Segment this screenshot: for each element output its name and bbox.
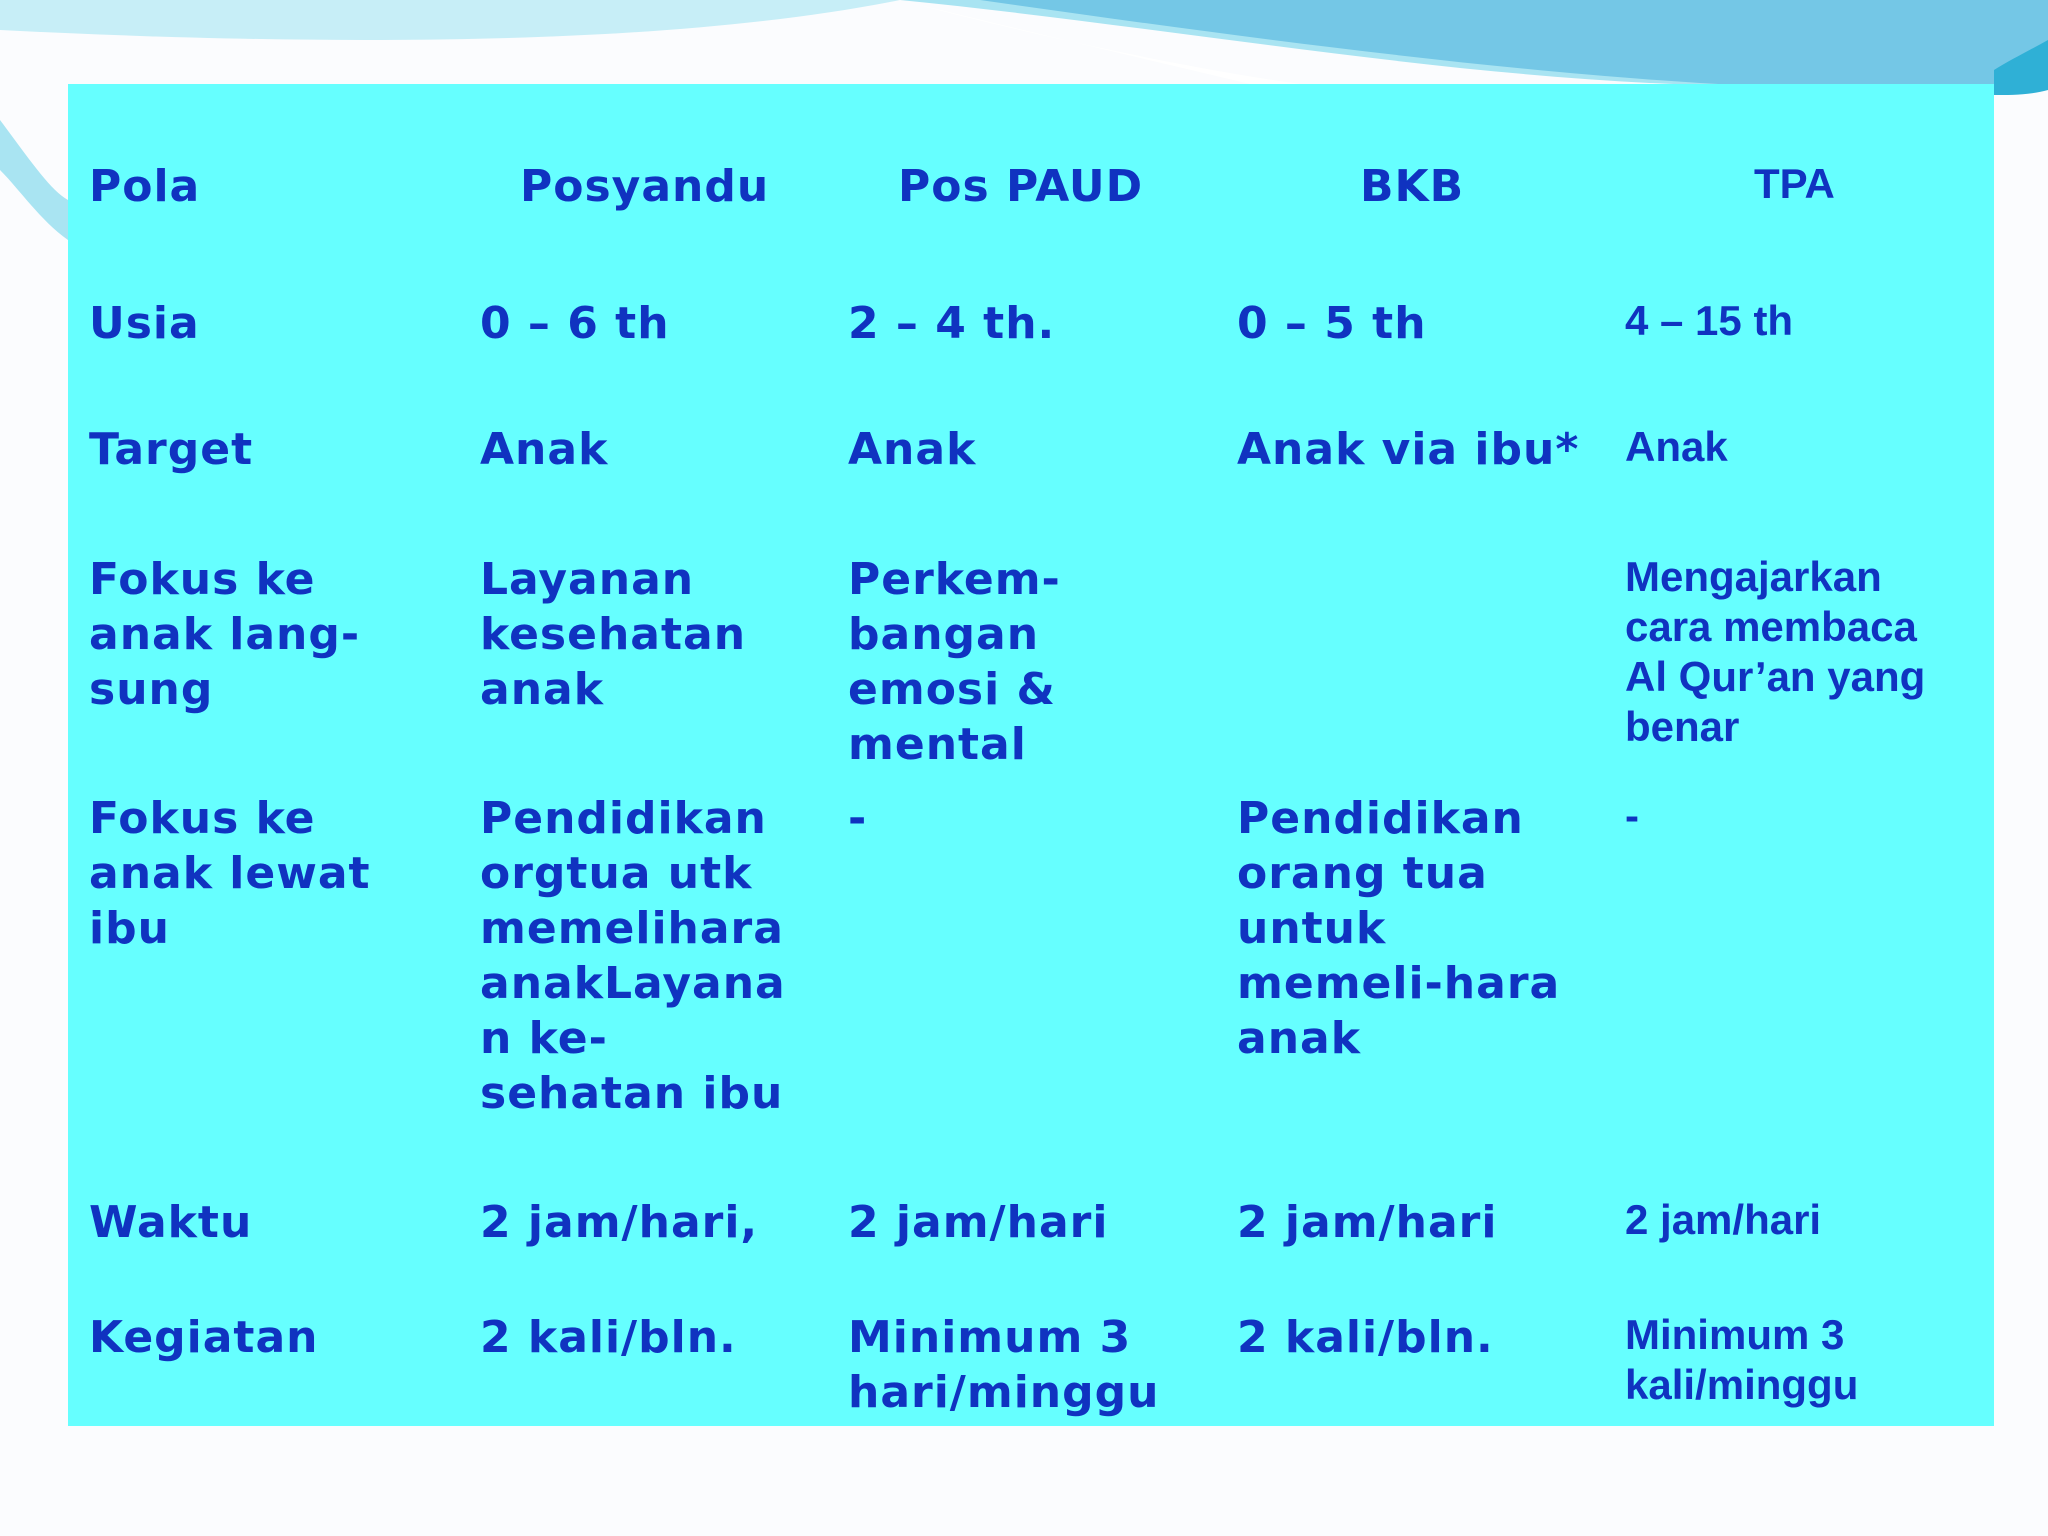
row-label-fokus-langsung: Fokus ke anak lang- sung [89, 554, 361, 715]
cell-usia-posyandu: 0 – 6 th [480, 298, 670, 349]
header-tpa: TPA [1754, 160, 1835, 207]
cell-target-pos-paud: Anak [848, 424, 977, 475]
row-label-target: Target [89, 424, 254, 475]
cell-waktu-bkb: 2 jam/hari [1237, 1197, 1498, 1248]
cell-kegiatan-pos-paud: Minimum 3 hari/minggu [848, 1312, 1160, 1418]
cell-fokus-ibu-pos-paud: - [848, 793, 868, 844]
row-label-usia: Usia [89, 298, 200, 349]
row-label-fokus-lewat-ibu: Fokus ke anak lewat ibu [89, 793, 371, 954]
cell-fokus-langsung-pos-paud: Perkem- bangan emosi & mental [848, 554, 1061, 770]
header-bkb: BKB [1360, 161, 1465, 212]
cell-target-bkb: Anak via ibu* [1237, 424, 1580, 475]
header-posyandu: Posyandu [520, 161, 770, 212]
cell-target-tpa: Anak [1625, 423, 1728, 470]
cell-waktu-tpa: 2 jam/hari [1625, 1196, 1822, 1243]
cell-kegiatan-tpa: Minimum 3 kali/minggu [1625, 1311, 1859, 1408]
cell-fokus-langsung-posyandu: Layanan kesehatan anak [480, 554, 747, 715]
cell-waktu-posyandu: 2 jam/hari, [480, 1197, 759, 1248]
header-pos-paud: Pos PAUD [898, 161, 1144, 212]
cell-waktu-pos-paud: 2 jam/hari [848, 1197, 1109, 1248]
cell-fokus-ibu-bkb: Pendidikan orang tua untuk memeli-hara anak [1237, 793, 1561, 1064]
cell-usia-pos-paud: 2 – 4 th. [848, 298, 1056, 349]
cell-kegiatan-posyandu: 2 kali/bln. [480, 1312, 737, 1363]
cell-fokus-ibu-posyandu: Pendidikan orgtua utk memelihara anakLayana n ke- sehatan ibu [480, 793, 786, 1119]
cell-usia-tpa: 4 – 15 th [1625, 297, 1794, 344]
cell-fokus-ibu-tpa: - [1625, 792, 1639, 839]
cell-target-posyandu: Anak [480, 424, 609, 475]
table-panel [68, 84, 1994, 1426]
cell-usia-bkb: 0 – 5 th [1237, 298, 1427, 349]
cell-fokus-langsung-tpa: Mengajarkan cara membaca Al Qur’an yang benar [1625, 553, 1926, 750]
row-label-kegiatan: Kegiatan [89, 1312, 319, 1363]
row-label-waktu: Waktu [89, 1197, 253, 1248]
header-pola: Pola [89, 161, 201, 212]
cell-kegiatan-bkb: 2 kali/bln. [1237, 1312, 1494, 1363]
